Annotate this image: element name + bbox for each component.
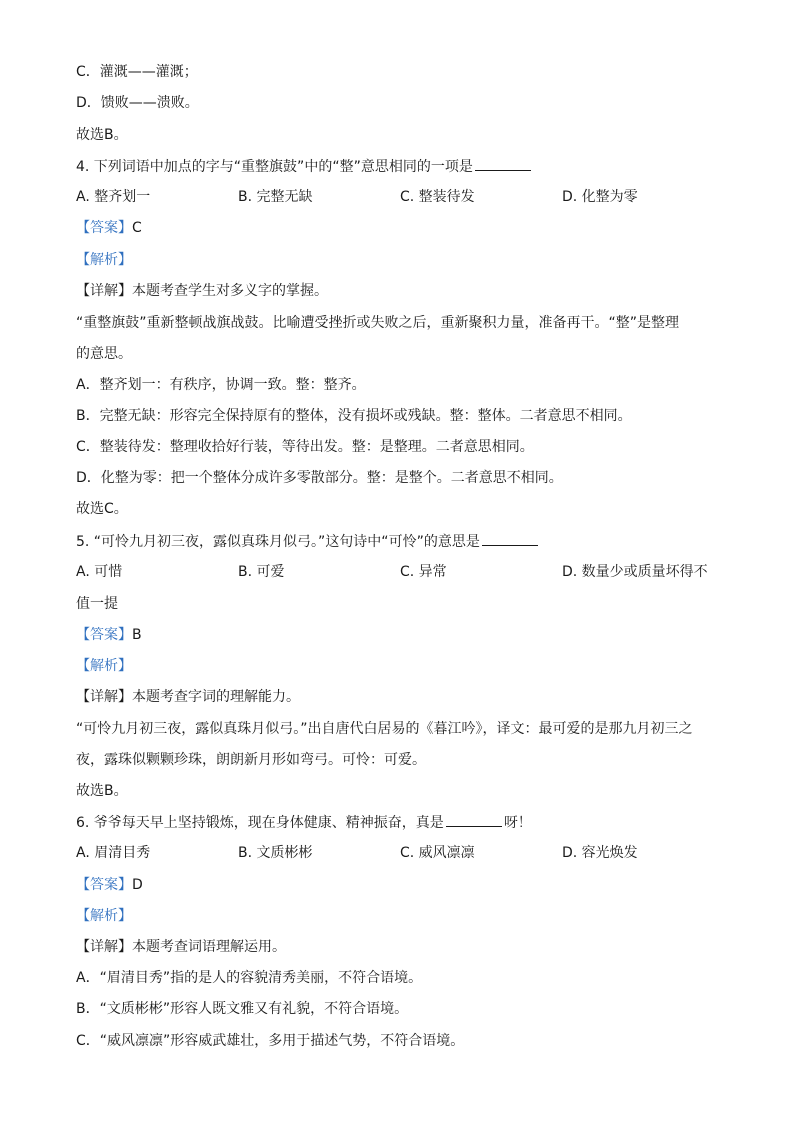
detail-line <box>76 281 328 301</box>
option-d: D. 容光焕发 <box>562 845 638 861</box>
answer-line <box>76 625 142 645</box>
answer-value: D <box>132 877 143 893</box>
detail-line <box>76 687 300 707</box>
choice-line: 故选B。 <box>76 127 128 143</box>
explain-b: B．完整无缺：形容完全保持原有的整体，没有损坏或残缺。整：整体。二者意思不相同。 <box>76 408 632 424</box>
option-a: A. 可惜 <box>76 564 123 580</box>
question-6-end: 呀！ <box>503 815 532 831</box>
option-d-line: D．馈败——溃败。 <box>76 95 199 111</box>
answer-blank <box>482 531 538 546</box>
question-5 <box>76 531 540 552</box>
explain-b: B．“文质彬彬”形容人既文雅又有礼貌，不符合语境。 <box>76 1001 409 1017</box>
analysis-tag: 【解析】 <box>76 252 132 268</box>
answer-blank <box>475 156 531 171</box>
option-c: C. 威风凛凛 <box>400 845 475 861</box>
option-d: D. 化整为零 <box>562 189 638 205</box>
explain-d: D．化整为零：把一个整体分成许多零散部分。整：是整个。二者意思不相同。 <box>76 470 563 486</box>
question-4 <box>76 156 533 177</box>
explain-c: C．“威风凛凛”形容威武雄壮，多用于描述气势，不符合语境。 <box>76 1033 465 1049</box>
detail-text: 本题考查词语理解运用。 <box>132 939 286 955</box>
option-c: C. 整装待发 <box>400 189 475 205</box>
option-c: C. 异常 <box>400 564 447 580</box>
explain-a: A．“眉清目秀”指的是人的容貌清秀美丽，不符合语境。 <box>76 970 423 986</box>
detail-tag: 【详解】 <box>76 939 132 955</box>
question-4-text: 4. 下列词语中加点的字与“重整旗鼓”中的“整”意思相同的一项是 <box>76 159 473 175</box>
question-6-text: 6. 爷爷每天早上坚持锻炼，现在身体健康、精神振奋，真是 <box>76 815 444 831</box>
paragraph-line: 的意思。 <box>76 346 132 362</box>
question-6 <box>76 812 532 833</box>
paragraph-line: “重整旗鼓”重新整顿战旗战鼓。比喻遭受挫折或失败之后，重新聚积力量，准备再干。“整”是整理 <box>76 315 680 331</box>
option-a: A. 眉清目秀 <box>76 845 151 861</box>
option-b: B. 可爱 <box>238 564 285 580</box>
paragraph-line: “可怜九月初三夜，露似真珠月似弓。”出自唐代白居易的《暮江吟》，译文：最可爱的是那九月初三之 <box>76 721 693 737</box>
option-a: A. 整齐划一 <box>76 189 151 205</box>
analysis-tag: 【解析】 <box>76 908 132 924</box>
answer-line <box>76 218 142 238</box>
answer-line <box>76 875 143 895</box>
choice-line: 故选C。 <box>76 501 128 517</box>
detail-tag: 【详解】 <box>76 283 132 299</box>
question-5-text: 5. “可怜九月初三夜，露似真珠月似弓。”这句诗中“可怜”的意思是 <box>76 534 480 550</box>
answer-blank <box>446 812 502 827</box>
detail-tag: 【详解】 <box>76 689 132 705</box>
answer-value: C <box>132 220 142 236</box>
option-b: B. 文质彬彬 <box>238 845 313 861</box>
choice-line: 故选B。 <box>76 783 128 799</box>
analysis-tag: 【解析】 <box>76 658 132 674</box>
option-b: B. 完整无缺 <box>238 189 313 205</box>
detail-text: 本题考查字词的理解能力。 <box>132 689 300 705</box>
option-d: D. 数量少或质量坏得不 <box>562 564 708 580</box>
answer-tag: 【答案】 <box>76 627 132 643</box>
answer-tag: 【答案】 <box>76 220 132 236</box>
option-d-continuation: 值一提 <box>76 596 118 612</box>
explain-c: C．整装待发：整理收拾好行装，等待出发。整：是整理。二者意思相同。 <box>76 439 534 455</box>
paragraph-line: 夜，露珠似颗颗珍珠，朗朗新月形如弯弓。可怜：可爱。 <box>76 752 426 768</box>
option-c-line: C．灌溉——灌溉； <box>76 64 198 80</box>
explain-a: A．整齐划一：有秩序，协调一致。整：整齐。 <box>76 377 366 393</box>
answer-value: B <box>132 627 142 643</box>
answer-tag: 【答案】 <box>76 877 132 893</box>
detail-text: 本题考查学生对多义字的掌握。 <box>132 283 328 299</box>
detail-line <box>76 937 286 957</box>
